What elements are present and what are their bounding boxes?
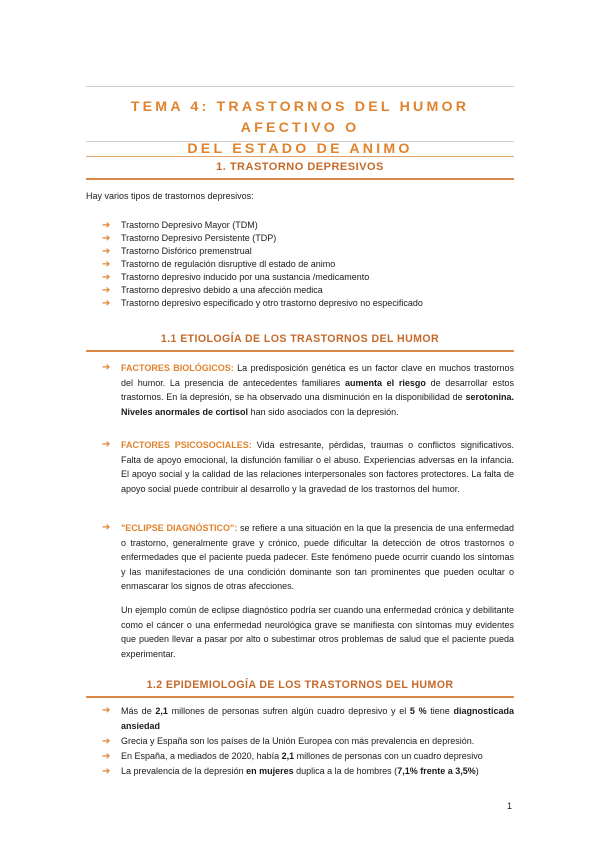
arrow-right-icon: ➔ bbox=[102, 362, 111, 373]
list-item: ➔ Trastorno de regulación disruptive dl estado de animo bbox=[102, 259, 336, 270]
psychosocial-factors-paragraph: ➔ FACTORES PSICOSOCIALES: Vida estresante, pérdidas, traumas o conflictos significativos. Falta de apoyo emocional, la disfunción familiar o el abuso. Experiencias adversas en la infancia. El apoyo social y la calidad de las relaciones interpersonales son factores protectores. La falta de apoyo social puede contribuir al desarrollo y la gravedad de los trastornos del humor. bbox=[102, 439, 514, 494]
list-item: ➔ Trastorno depresivo especificado y otro trastorno depresivo no especificado bbox=[102, 298, 423, 309]
arrow-right-icon: ➔ bbox=[102, 246, 111, 257]
arrow-right-icon: ➔ bbox=[102, 439, 111, 450]
list-item: ➔ Más de 2,1 millones de personas sufren algún cuadro depresivo y el 5 % tiene diagnosticada ansiedad bbox=[102, 705, 514, 731]
arrow-right-icon: ➔ bbox=[102, 736, 111, 747]
list-item: ➔ La prevalencia de la depresión en mujeres duplica a la de hombres (7,1% frente a 3,5%) bbox=[102, 766, 479, 777]
section11-heading: 1.1 ETIOLOGÍA DE LOS TRASTORNOS DEL HUMOR bbox=[160, 333, 440, 345]
title-bottom-rule bbox=[86, 141, 514, 142]
diagnostic-eclipse-paragraph: ➔ "ECLIPSE DIAGNÓSTICO": se refiere a una situación en la que la presencia de una enfermedad o trastorno, generalmente grave y crónico, puede dificultar la detección de otros trastornos o enfermedades que el paciente pueda padecer. Este fenómeno puede ocurrir cuando los síntomas y las manifestaciones de una condición dominante son tan prominentes que pueden ocultar o enmascarar los signos de otras afecciones. bbox=[102, 522, 515, 591]
arrow-right-icon: ➔ bbox=[102, 766, 111, 777]
biological-factors-paragraph: ➔ FACTORES BIOLÓGICOS: La predisposición genética es un factor clave en muchos trastornos del humor. La presencia de antecedentes familiares aumenta el riesgo de desarrollar estos trastornos. En la depresión, se ha observado una disminución en la disponibilidad de serotonina. Niveles anormales de cortisol han sido asociados con la depresión. bbox=[102, 362, 515, 417]
arrow-right-icon: ➔ bbox=[102, 285, 111, 296]
arrow-right-icon: ➔ bbox=[102, 272, 111, 283]
list-item: ➔ Trastorno Disfórico premenstrual bbox=[102, 246, 252, 257]
arrow-right-icon: ➔ bbox=[102, 298, 111, 309]
arrow-right-icon: ➔ bbox=[102, 220, 111, 231]
title-top-rule bbox=[86, 86, 514, 87]
arrow-right-icon: ➔ bbox=[102, 259, 111, 270]
arrow-right-icon: ➔ bbox=[102, 233, 111, 244]
list-item: ➔ Trastorno depresivo debido a una afección medica bbox=[102, 285, 323, 296]
section1-top-rule bbox=[86, 156, 514, 157]
section1-heading: 1. TRASTORNO DEPRESIVOS bbox=[216, 161, 384, 173]
arrow-right-icon: ➔ bbox=[102, 705, 111, 716]
list-item: ➔ En España, a mediados de 2020, había 2,1 millones de personas con un cuadro depresivo bbox=[102, 751, 483, 762]
section1-bottom-rule bbox=[86, 178, 514, 180]
list-item: ➔ Trastorno depresivo inducido por una sustancia /medicamento bbox=[102, 272, 370, 283]
depressive-types-list bbox=[102, 219, 514, 310]
section1-intro: Hay varios tipos de trastornos depresivos: bbox=[86, 191, 254, 201]
list-item: ➔ Grecia y España son los países de la Unión Europea con más prevalencia en depresión. bbox=[102, 736, 475, 747]
section12-heading: 1.2 EPIDEMIOLOGÍA DE LOS TRASTORNOS DEL HUMOR bbox=[146, 679, 454, 691]
epidemiology-list bbox=[102, 704, 514, 778]
arrow-right-icon: ➔ bbox=[102, 751, 111, 762]
page-title: TEMA 4: TRASTORNOS DEL HUMOR AFECTIVO O DEL ESTADO DE ANIMO bbox=[130, 99, 470, 157]
section11-rule bbox=[86, 350, 514, 352]
list-item: ➔ Trastorno Depresivo Mayor (TDM) bbox=[102, 220, 258, 231]
arrow-right-icon: ➔ bbox=[102, 522, 111, 533]
section12-rule bbox=[86, 696, 514, 698]
list-item: ➔ Trastorno Depresivo Persistente (TDP) bbox=[102, 233, 277, 244]
diagnostic-eclipse-example: Un ejemplo común de eclipse diagnóstico podría ser cuando una enfermedad crónica y debilitante como el cáncer o una enfermedad neurológica grave se manifiesta con síntomas muy evidentes que pueden llevar a pasar por alto o subestimar otros problemas de salud que el paciente pueda experimentar. bbox=[121, 605, 514, 659]
page-number: 1 bbox=[507, 801, 513, 811]
